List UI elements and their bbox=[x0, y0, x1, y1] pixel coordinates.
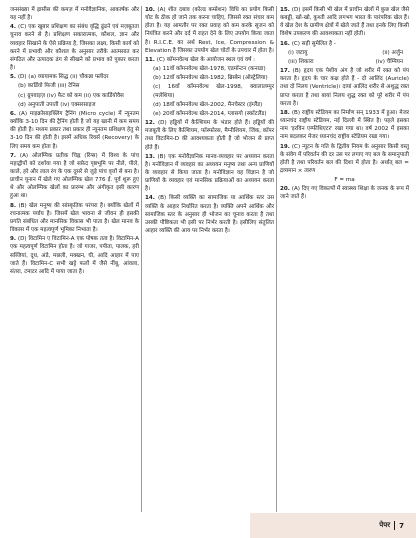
answer-block bbox=[145, 83, 274, 99]
answer-block bbox=[145, 153, 274, 194]
option-text: (ii) अर्जुन bbox=[382, 49, 403, 56]
option-text: (iv) चैम्पियन bbox=[375, 58, 403, 65]
answer-block bbox=[10, 23, 139, 72]
answer-block bbox=[145, 65, 274, 73]
answer-text: (D) हड्डियों में कैल्शियम के भंडार होते हैं। हड्डियों की मजबूती के लिए कैल्शियम, फॉस्फोरस, मैग्नीशियम, जिंक, कॉपर तथा विटामिन-D की आवश्यकता होती है जो भोजन से प्राप्त होते हैं। bbox=[145, 120, 274, 151]
question-number: 7. bbox=[10, 152, 17, 159]
question-number: 11. bbox=[145, 56, 155, 63]
answer-text: (B) हृदय एक पेशीय अंग है जो शरीर में रक्त को पंप करता है। हृदय के चार कक्ष होते हैं - दो आलिंद (Auricle) तथा दो निलय (Ventricle)। दायां आलिंद शरीर से अशुद्ध रक्त प्राप्त करता है तथा बायां निलय शुद्ध रक्त को पूरे शरीर में पंप करता है। bbox=[280, 68, 409, 107]
question-number: 4. bbox=[10, 24, 17, 31]
answer-block bbox=[280, 40, 409, 48]
answer-text: (b) 12वाँ कॉमनवेल्थ खेल-1982, ब्रिस्बेन (ऑस्ट्रेलिया) bbox=[153, 75, 268, 82]
answer-text: जनसंख्या में ह्रासीस की कमज़ में मनोवैज्ञानिक, आकार्षक और यह नहीं है। bbox=[10, 7, 139, 22]
answer-text: (A) शीत दबाव (कोल्ड कम्प्रेशन) विधि का प्रयोग किसी चोट के ठीक हो जाने तक करना चाहिए, जिससे रक्त संचार कम होता है। यह आमतौर पर रक्त प्रवाह को कम करके सूजन को नियंत्रित करने और दर्द में राहत देने के लिए उपयोग किया जाता है। R.I.C.E. का अर्थ Rest, Ice, Compression & Elevation है जिसका उपयोग खेल चोटों के उपचार में होता है। bbox=[145, 7, 275, 54]
answer-text: (C) सही सुमेलित है - bbox=[291, 40, 336, 47]
text-column-right bbox=[280, 6, 409, 203]
formula-text: F = ma bbox=[334, 177, 355, 184]
answer-block bbox=[280, 185, 409, 201]
formula bbox=[280, 176, 409, 184]
answer-block bbox=[10, 110, 139, 151]
option-text: (iii) शिकारा bbox=[288, 58, 314, 65]
answer-block bbox=[10, 235, 139, 276]
answer-block bbox=[10, 152, 139, 201]
answer-text: (c) 16वाँ कॉमनवेल्थ खेल-1998, क्वालालम्पुर (मलेशिया) bbox=[153, 84, 274, 99]
answer-text: (c) ग्रुपवाइज़ (iv) फैट को कम (ii) एक कार्डियोवैस bbox=[18, 92, 124, 99]
answer-block bbox=[10, 73, 139, 81]
text-column-middle bbox=[145, 6, 274, 236]
answer-block bbox=[10, 92, 139, 100]
page-number: 7 bbox=[399, 521, 404, 530]
answer-text: (B) राष्ट्रीय स्टेडियम का निर्माण सन् 1933 में हुआ। मेजर ध्यानचंद राष्ट्रीय स्टेडियम, नई दिल्ली में स्थित है। पहले इसका नाम 'इरविन एम्फीथिएटर' रखा गया था। वर्ष 2002 में इसका नाम बदलकर मेजर ध्यानचंद राष्ट्रीय स्टेडियम रखा गया। bbox=[280, 109, 410, 141]
column-divider bbox=[276, 6, 277, 512]
column-divider bbox=[141, 6, 142, 512]
answer-block bbox=[280, 67, 409, 108]
answer-text: (D) विटामिन ए विटामिन-A एक पोषक तत्व है। विटामिन-A एक महत्वपूर्ण विटामिन होता है। जो गाजर, पपीता, पालक, हरी सब्जियां, दूध, अंडे, मछली, मक्खन, घी, आदि आहार में पाए जाते हैं। विटामिन-C सभी खट्टे फलों में जैसे नींबू, आंवला, संतरा, टमाटर आदि में पाया जाता है। bbox=[10, 236, 139, 275]
answer-text: (B) किसी व्यक्ति का सामाजिक या आर्थिक स्तर उस व्यक्ति के आहार निर्धारित करता है। व्यक्ति अपने आर्थिक और सामाजिक स्तर के अनुसार ही भोजन का चुनाव करता है तथा उसकी पौष्टिकता भी इसी पर निर्भर करती है। इसीलिए संतुलित आहार व्यक्ति की आय पर निर्भर करता है। bbox=[145, 195, 274, 235]
answer-text: (a) 11वाँ कॉमनवेल्थ खेल-1978, एडमॉन्टन (कनाडा) bbox=[153, 66, 266, 73]
answer-text: (A) दिए गए विकल्पों में स्वास्थ्य शिक्षा के जनक के रूप में जाने जाते हैं। bbox=[280, 186, 409, 201]
page-footer bbox=[250, 513, 416, 538]
answer-block bbox=[145, 6, 274, 55]
answer-block bbox=[10, 101, 139, 109]
answer-text: (d) अनुपाती उपाती (iv) एक्सरसाइज bbox=[18, 101, 96, 108]
answer-text: (b) कार्डियो फिजी (iii) टेनिस bbox=[18, 83, 80, 90]
answer-text: (A) ओलम्पिक प्रतीक चिह्न (रिंग्स) में विश्व के पांच महाद्वीपों को दर्शाया गया है जो सफ़ेद पृष्ठभूमि पर नीले, पीले, काले, हरे और लाल रंग के एक दूसरे से जुड़े पांच वृत्तों से बना है। प्राचीन यूनान में खेले गए ओलम्पिक खेल 776 ई. पूर्व शुरू हुए थे और ओलम्पिक खेलों का प्रारम्भ और अंगीकृत इसी कारण हुआ था। bbox=[10, 152, 139, 200]
question-number: 10. bbox=[145, 7, 155, 13]
answer-block bbox=[10, 6, 139, 22]
question-number: 16. bbox=[280, 40, 290, 47]
question-number: 13. bbox=[145, 153, 155, 160]
answer-text: (A) माइक्रोसाइक्लिंग ट्रैनिंग (Micro cycle) में न्यूनतम क्योंकि 3-10 दिन की ट्रैनिंग होती है जो यह खानी में कम समय की होती है। मध्यम प्रकार तथा प्रकार ही न्यूनतम प्रशिक्षण हेतु से 3-10 दिन की होती है। इसमें अधिक रिवर्स (Recovery) के लिए समय कम होता है। bbox=[10, 110, 139, 150]
answer-text: (d) 18वाँ कॉमनवेल्थ खेल-2002, मैनचेस्टर (इंग्लैंड) bbox=[153, 101, 263, 108]
question-number: 14. bbox=[145, 195, 155, 202]
question-number: 18. bbox=[280, 109, 290, 116]
answer-block bbox=[280, 6, 409, 39]
question-number: 19. bbox=[280, 143, 290, 150]
answer-block bbox=[10, 82, 139, 90]
question-number: 20. bbox=[280, 186, 290, 193]
answer-text: (C) न्यूटन के गति के द्वितीय नियम के अनुसार किसी वस्तु के संवेग में परिवर्तन की दर उस पर लगाए गए बल के समानुपाती होती है तथा परिवर्तन बल की दिशा में होता है। अर्थात् बल = द्रव्यमान × त्वरण bbox=[280, 143, 409, 174]
question-number: 6. bbox=[10, 110, 17, 117]
question-number: 9. bbox=[10, 236, 17, 243]
footer-label: पेपर bbox=[379, 521, 391, 529]
answer-block bbox=[145, 101, 274, 109]
text-column-left bbox=[10, 6, 139, 277]
answer-text: (D) इसमें किसी भी खेल में प्राचीन खेलों में कुछ खेल जैसे कबड्डी, खो-खो, कुश्ती आदि लगभग भारत के पारंपरिक खेल हैं। ये खेल देश के ग्रामीण क्षेत्रों में खेले जाते हैं तथा इनके लिए किसी विशेष उपकरण की आवश्यकता नहीं होती। bbox=[280, 7, 410, 38]
option-row bbox=[280, 58, 409, 66]
question-number: 17. bbox=[280, 68, 290, 75]
answer-block bbox=[145, 119, 274, 152]
answer-block bbox=[10, 202, 139, 235]
answer-text: (e) 20वाँ कॉमनवेल्थ खेल-2014, ग्लासगो (स्कॉटलैंड) bbox=[153, 110, 267, 117]
question-number: 8. bbox=[10, 202, 17, 209]
answer-text: (C) एक खुबार प्रशिक्षण का संबंध वृद्धि ढूंढने एवं मज़बूतता चुनाव करने से है। प्रशिक्षण सकारात्मक, कौशल, ज्ञान और व्यवहार सिखाने के ऐसे प्रक्रिया है, जिसका लक्ष्य, किसी कार्य को करने में प्रभावी और कौशल के अनुसार तरीके आत्मसात कर संगठित और उत्पादक ढंग से सीखने को प्रभाव को पुकार करता है। bbox=[10, 24, 139, 72]
answer-block bbox=[145, 74, 274, 82]
option-row bbox=[280, 49, 409, 57]
answer-block bbox=[145, 56, 274, 64]
answer-text: (D) (a) व्यायामक सिद्ध (ii) चौकन्ना फ्लीदर bbox=[17, 74, 109, 81]
question-number: 5. bbox=[10, 74, 17, 81]
option-text: (i) जटायु bbox=[288, 49, 308, 56]
answer-block bbox=[280, 143, 409, 176]
question-number: 12. bbox=[145, 120, 155, 127]
answer-block bbox=[145, 110, 274, 118]
answer-text: (B) एक मनोवैज्ञानिक मानव-व्यवहार पर अध्ययन करता है। मनोविज्ञान में व्यवहार का अध्ययन मनुष्य तथा अन्य प्राणियों के व्यवहार से किया जाता है। मनोविज्ञान वह विज्ञान है जो प्राणियों के व्यवहार एवं मानसिक प्रक्रियाओं का अध्ययन करता है। bbox=[145, 153, 274, 193]
question-number: 15. bbox=[280, 7, 290, 13]
answer-text: (C) कॉमनवेल्थ खेल के आयोजन स्थल एवं वर्ष : bbox=[156, 56, 256, 63]
answer-block bbox=[280, 109, 409, 142]
answer-text: (B) खेल मनुष्य की सांस्कृतिक परंपरा है। क्योंकि खेलों में रचनात्मक पर्याय है। जिसमें खेल भावना से जीवन ही इसकी प्रगति संबंधित और मानसिक विकास भी पाता है। खेल मानव के विकास में एक महत्वपूर्ण भूमिका निभाता है। bbox=[10, 202, 139, 234]
answer-block bbox=[145, 194, 274, 235]
footer-separator bbox=[394, 521, 395, 530]
